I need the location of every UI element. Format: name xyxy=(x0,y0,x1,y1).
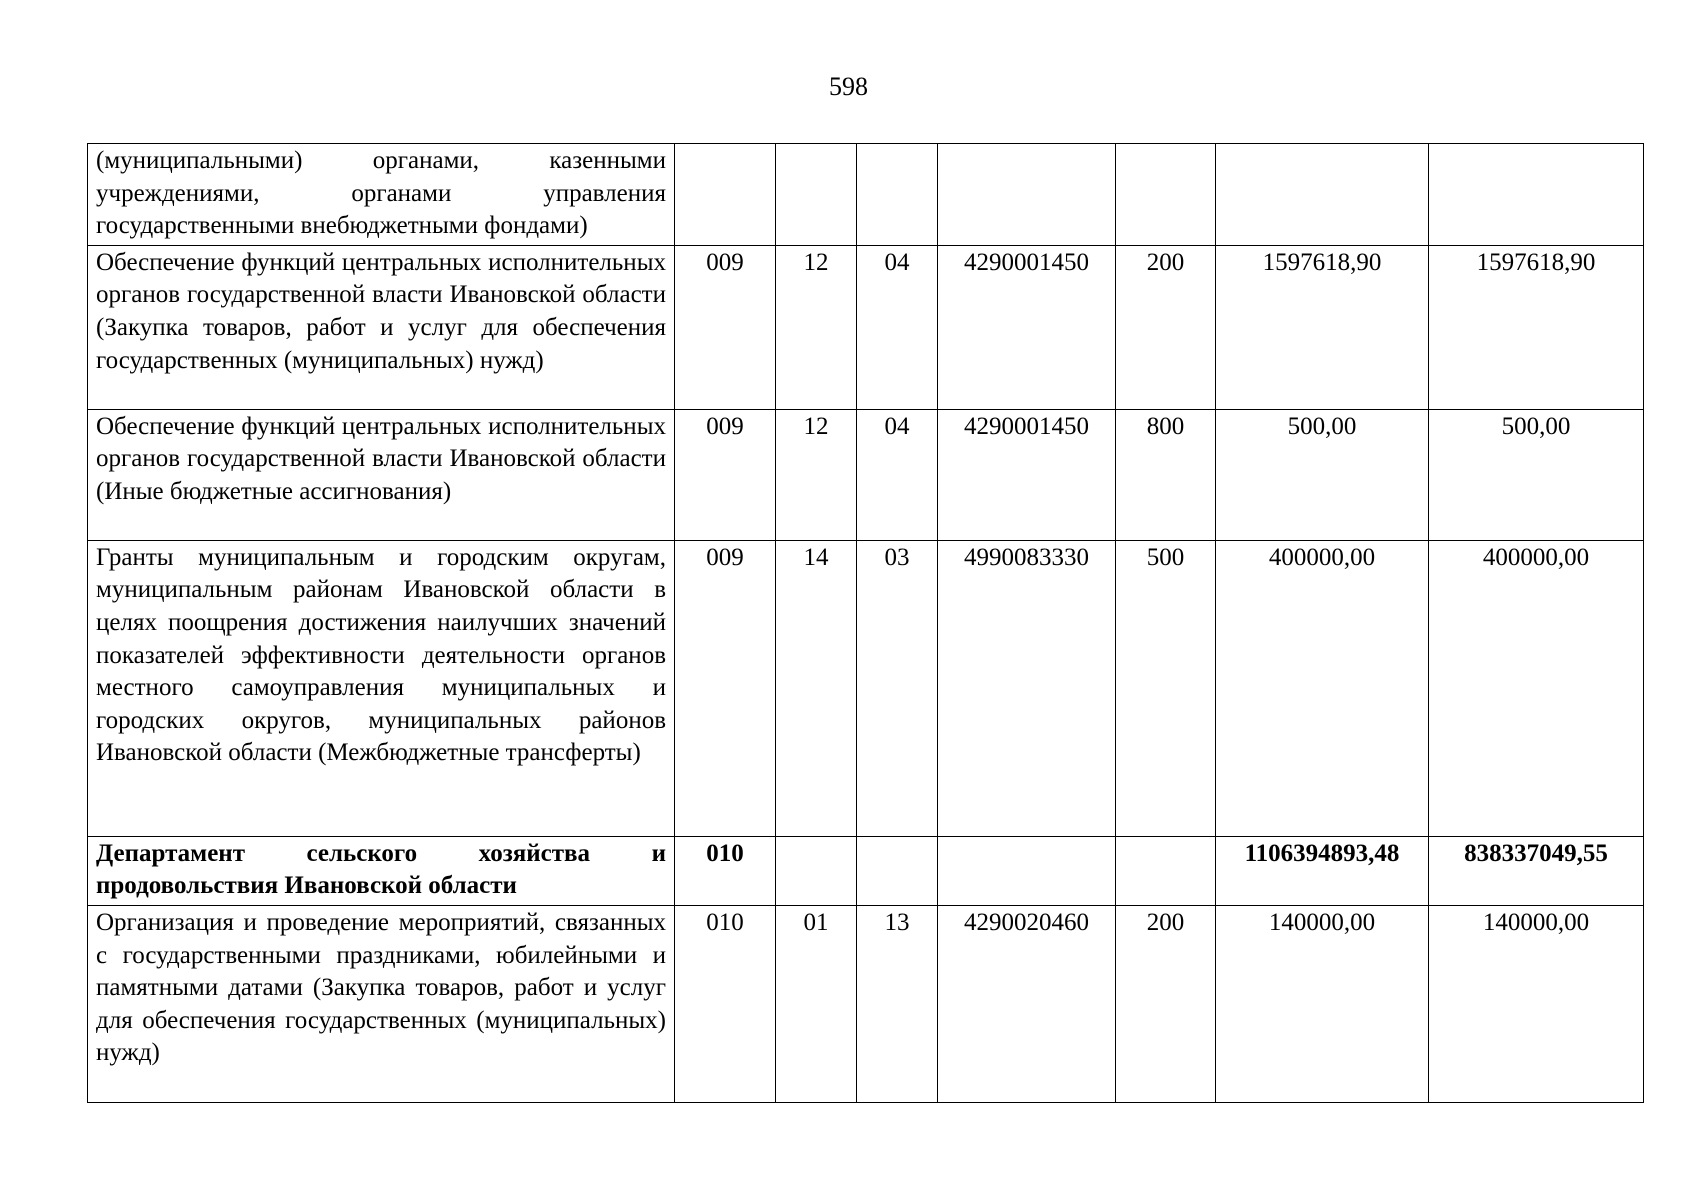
section-code xyxy=(776,836,857,905)
department-title: Департамент сельского хозяйства и продовольствия Ивановской области xyxy=(88,836,675,905)
section-code: 12 xyxy=(776,245,857,409)
amount-year-2: 400000,00 xyxy=(1429,540,1644,836)
subsection-code: 13 xyxy=(857,905,938,1102)
section-code xyxy=(776,144,857,246)
amount-year-1 xyxy=(1216,144,1429,246)
row-description: Организация и проведение мероприятий, связанных с государственными праздниками, юбилейными и памятными датами (Закупка товаров, работ и услуг для обеспечения государственных (муниципальных) нужд) xyxy=(88,905,675,1102)
target-article-code xyxy=(938,836,1116,905)
subsection-code xyxy=(857,836,938,905)
amount-year-2: 1597618,90 xyxy=(1429,245,1644,409)
amount-year-1: 1597618,90 xyxy=(1216,245,1429,409)
row-description: (муниципальными) органами, казенными учреждениями, органами управления государственными внебюджетными фондами) xyxy=(88,144,675,246)
amount-year-2: 500,00 xyxy=(1429,409,1644,540)
expense-type-code xyxy=(1116,144,1216,246)
target-article-code: 4290020460 xyxy=(938,905,1116,1102)
amount-year-2: 140000,00 xyxy=(1429,905,1644,1102)
ministry-code: 010 xyxy=(675,905,776,1102)
expense-type-code xyxy=(1116,836,1216,905)
row-description: Обеспечение функций центральных исполнительных органов государственной власти Ивановской области (Закупка товаров, работ и услуг для обеспечения государственных (муниципальных) нужд) xyxy=(88,245,675,409)
target-article-code: 4290001450 xyxy=(938,245,1116,409)
amount-year-1: 500,00 xyxy=(1216,409,1429,540)
budget-table xyxy=(87,143,1644,1103)
ministry-code: 010 xyxy=(675,836,776,905)
expense-type-code: 500 xyxy=(1116,540,1216,836)
subsection-code: 04 xyxy=(857,409,938,540)
amount-year-1: 400000,00 xyxy=(1216,540,1429,836)
table-row-department xyxy=(88,836,1644,905)
table-row xyxy=(88,905,1644,1102)
ministry-code: 009 xyxy=(675,409,776,540)
target-article-code: 4990083330 xyxy=(938,540,1116,836)
table-row xyxy=(88,409,1644,540)
table-row xyxy=(88,245,1644,409)
table-row xyxy=(88,144,1644,246)
section-code: 12 xyxy=(776,409,857,540)
subsection-code: 03 xyxy=(857,540,938,836)
row-description: Обеспечение функций центральных исполнительных органов государственной власти Ивановской области (Иные бюджетные ассигнования) xyxy=(88,409,675,540)
expense-type-code: 200 xyxy=(1116,245,1216,409)
ministry-code: 009 xyxy=(675,540,776,836)
expense-type-code: 200 xyxy=(1116,905,1216,1102)
section-code: 01 xyxy=(776,905,857,1102)
page-number: 598 xyxy=(829,72,868,101)
subsection-code: 04 xyxy=(857,245,938,409)
amount-year-2: 838337049,55 xyxy=(1429,836,1644,905)
target-article-code: 4290001450 xyxy=(938,409,1116,540)
table-row xyxy=(88,540,1644,836)
target-article-code xyxy=(938,144,1116,246)
amount-year-1: 1106394893,48 xyxy=(1216,836,1429,905)
subsection-code xyxy=(857,144,938,246)
section-code: 14 xyxy=(776,540,857,836)
ministry-code xyxy=(675,144,776,246)
ministry-code: 009 xyxy=(675,245,776,409)
expense-type-code: 800 xyxy=(1116,409,1216,540)
row-description: Гранты муниципальным и городским округам, муниципальным районам Ивановской области в целях поощрения достижения наилучших значений показателей эффективности деятельности органов местного самоуправления муниципальных и городских округов, муниципальных районов Ивановской области (Межбюджетные трансферты) xyxy=(88,540,675,836)
amount-year-1: 140000,00 xyxy=(1216,905,1429,1102)
amount-year-2 xyxy=(1429,144,1644,246)
